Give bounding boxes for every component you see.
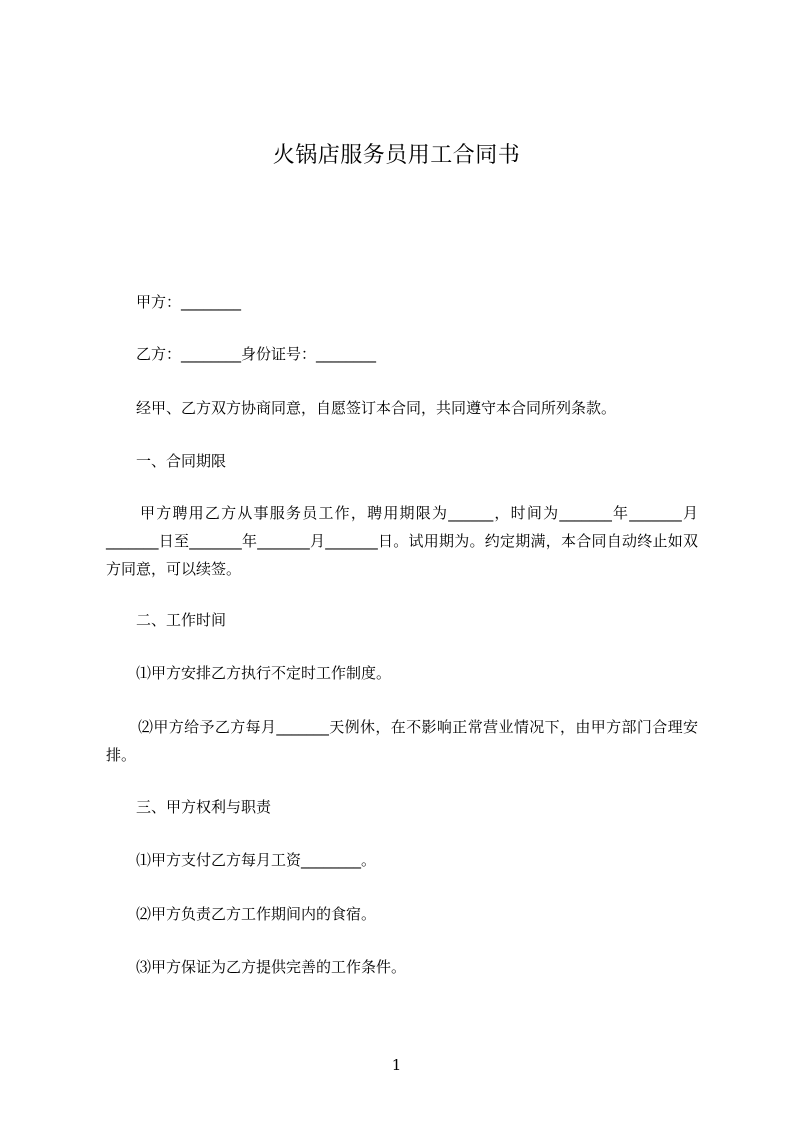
section-3-item-3: ⑶甲方保证为乙方提供完善的工作条件。: [136, 958, 407, 976]
intro-paragraph: 经甲、乙方双方协商同意，自愿签订本合同，共同遵守本合同所列条款。: [136, 399, 617, 417]
party-b-line: 乙方：________身份证号：________: [136, 345, 377, 363]
section-3-item-1: ⑴甲方支付乙方每月工资________。: [136, 851, 377, 869]
document-title: 火锅店服务员用工合同书: [272, 143, 521, 168]
section-3-heading: 三、甲方权利与职责: [136, 798, 272, 816]
section-1-text: 甲方聘用乙方从事服务员工作，聘用期限为______，时间为_______年_______月_______日至_______年_______月_______日。试用期为。约定期满，本合同自动终止如双方同意，可以续签。: [106, 504, 698, 578]
section-2-item-1: ⑴甲方安排乙方执行不定时工作制度。: [136, 664, 392, 682]
section-2-item-2: ⑵甲方给予乙方每月_______天例休，在不影响正常营业情况下，由甲方部门合理安排。: [106, 718, 698, 764]
party-a-line: 甲方：________: [136, 293, 242, 311]
section-1-heading: 一、合同期限: [136, 452, 227, 470]
section-2-heading: 二、工作时间: [136, 611, 227, 629]
page-number: 1: [391, 1056, 402, 1074]
section-3-item-2: ⑵甲方负责乙方工作期间内的食宿。: [136, 905, 377, 923]
